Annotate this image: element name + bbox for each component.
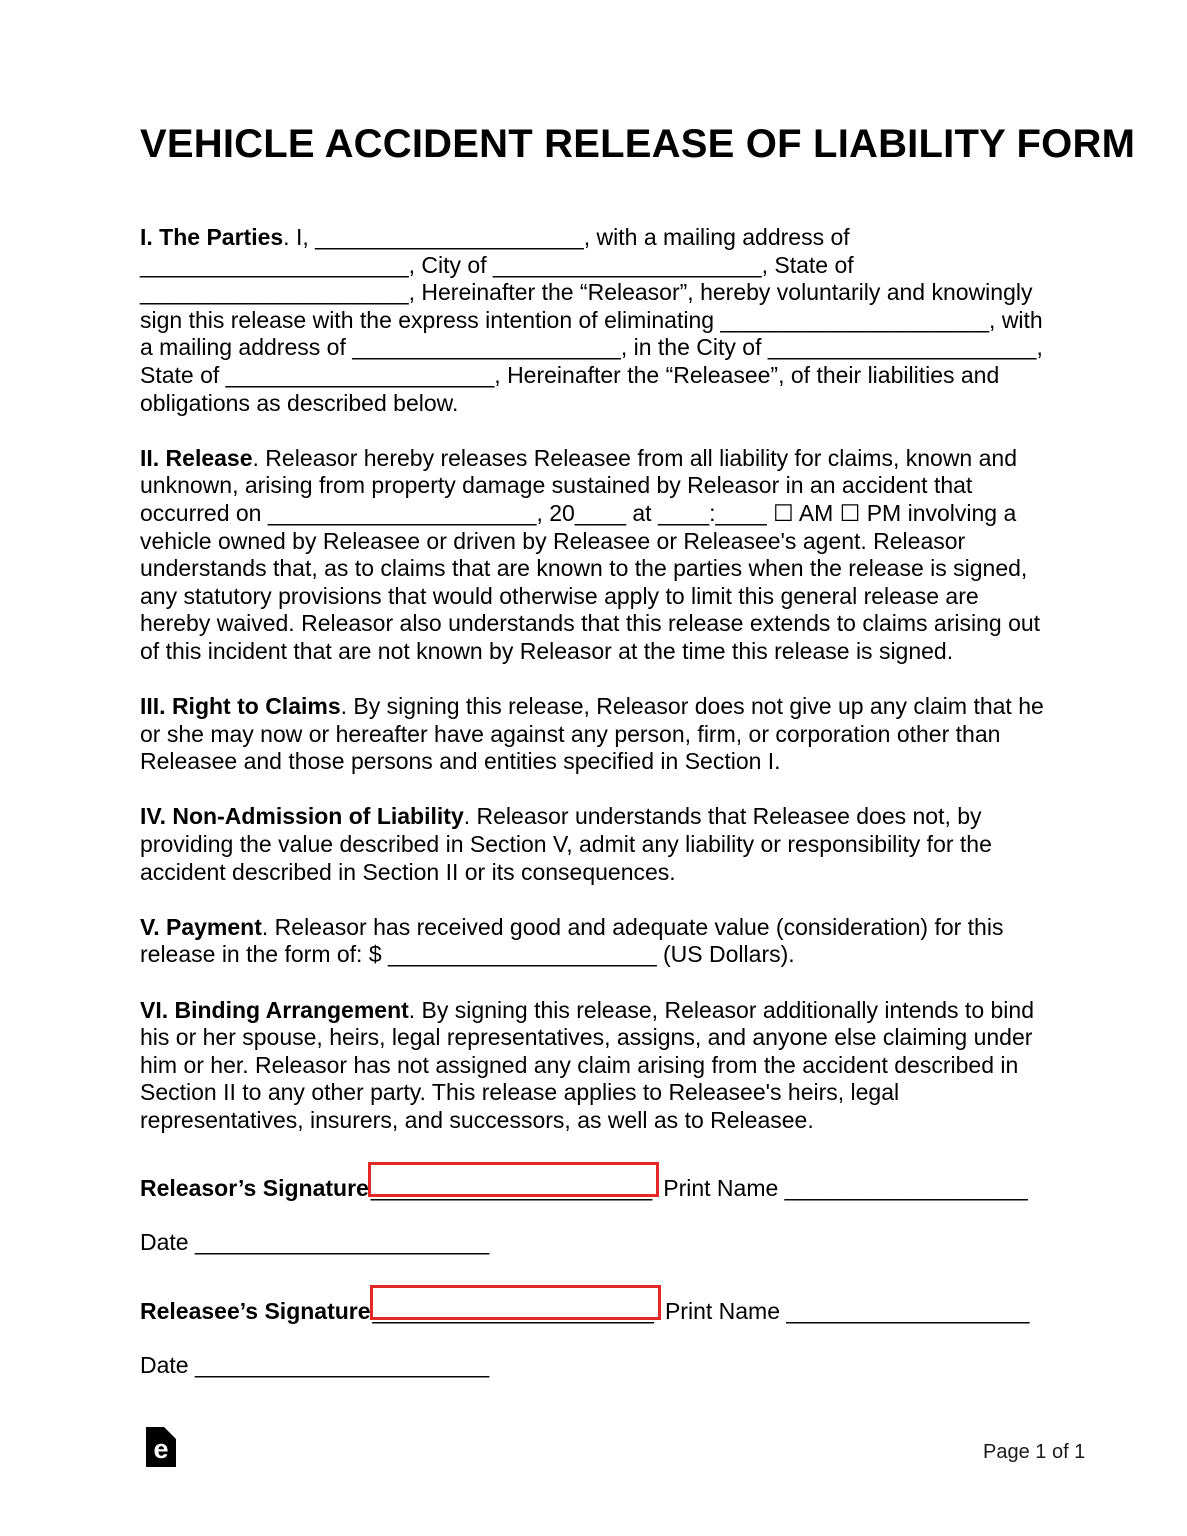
releasee-signature-field[interactable] — [370, 1285, 661, 1321]
releasor-date-row — [140, 1229, 1048, 1257]
section-body-v: . Releasor has received good and adequate value (consideration) for this release in the form of: $ _____________________ (US Dollars). — [140, 913, 1004, 968]
logo-letter: e — [153, 1434, 169, 1464]
section-release — [140, 445, 1048, 666]
section-body-ii: . Releasor hereby releases Releasee from all liability for claims, known and unknown, arising from property damage sustained by Releasor in an accident that occurred on _____________________, 20____ at ____:____ ☐ AM ☐ PM involving a vehicle owned by Releasee or driven by Releasee or Releasee's agent. Releasor understands that, as to claims that are known to the parties when the release is signed, any statutory provisions that would otherwise apply to limit this general release are hereby waived. Releasor also understands that this release extends to claims arising out of this incident that are not known by Releasor at the time this release is signed. — [140, 444, 1041, 664]
section-heading-iii: III. Right to Claims — [140, 693, 341, 720]
releasor-signature-row — [140, 1175, 1048, 1203]
releasee-date-row — [140, 1352, 1048, 1380]
section-binding-arrangement — [140, 997, 1048, 1135]
page-title: VEHICLE ACCIDENT RELEASE OF LIABILITY FORM — [140, 122, 1136, 166]
page-number: Page 1 of 1 — [983, 1441, 1086, 1463]
section-non-admission — [140, 803, 1048, 886]
section-heading-v: V. Payment — [140, 913, 262, 940]
releasor-signature-slot — [371, 1175, 652, 1203]
releasee-signature-label: Releasee’s Signature — [140, 1297, 371, 1324]
releasor-date-line: _______________________ — [194, 1229, 490, 1256]
section-right-to-claims — [140, 693, 1048, 776]
releasee-signature-line: ______________________ — [372, 1297, 654, 1324]
section-heading-ii: II. Release — [140, 444, 253, 471]
section-payment — [140, 914, 1048, 969]
releasor-print-name-label: Print Name — [663, 1174, 779, 1201]
releasee-print-name-line: ___________________ — [786, 1297, 1030, 1324]
releasee-date-label: Date — [140, 1352, 189, 1379]
releasor-signature-line: ______________________ — [370, 1174, 653, 1201]
releasee-print-name-label: Print Name — [664, 1297, 781, 1324]
releasee-signature-row — [140, 1298, 1048, 1326]
section-body-i: . I, _____________________, with a mailing address of _____________________, City of _____________________, State of _____________________, Hereinafter the “Releasor”, hereby voluntarily and knowingly sign this release with the express intention of eliminating _____________________, with a mailing address of _____________________, in the City of _____________________, State of _____________________, Hereinafter the “Releasee”, of their liabilities and obligations as described below. — [140, 224, 1043, 416]
section-heading-vi: VI. Binding Arrangement — [140, 996, 409, 1023]
section-body-iv: . Releasor understands that Releasee does not, by providing the value described in Section V, admit any liability or responsibility for the accident described in Section II or its consequences. — [140, 803, 992, 885]
section-heading-iv: IV. Non-Admission of Liability — [140, 803, 464, 830]
section-the-parties — [140, 224, 1048, 417]
releasee-date-line: _______________________ — [194, 1352, 490, 1379]
section-body-vi: . By signing this release, Releasor additionally intends to bind his or her spouse, heirs, legal representatives, assigns, and anyone else claiming under him or her. Releasor has not assigned any claim arising from the accident described in Section II to any other party. This release applies to Releasee's heirs, legal representatives, insurers, and successors, as well as to Releasee. — [140, 996, 1034, 1133]
section-body-iii: . By signing this release, Releasor does not give up any claim that he or she may now or hereafter have against any person, firm, or corporation other than Releasee and those persons and entities specified in Section I. — [140, 693, 1044, 775]
eforms-logo — [146, 1427, 176, 1467]
releasor-signature-label: Releasor’s Signature — [140, 1174, 369, 1201]
releasor-print-name-line: ___________________ — [784, 1174, 1028, 1201]
document-content — [140, 120, 1136, 1380]
section-heading-i: I. The Parties — [140, 224, 284, 250]
releasor-date-label: Date — [140, 1229, 189, 1256]
releasor-signature-field[interactable] — [368, 1162, 659, 1198]
releasee-signature-slot — [373, 1298, 654, 1326]
